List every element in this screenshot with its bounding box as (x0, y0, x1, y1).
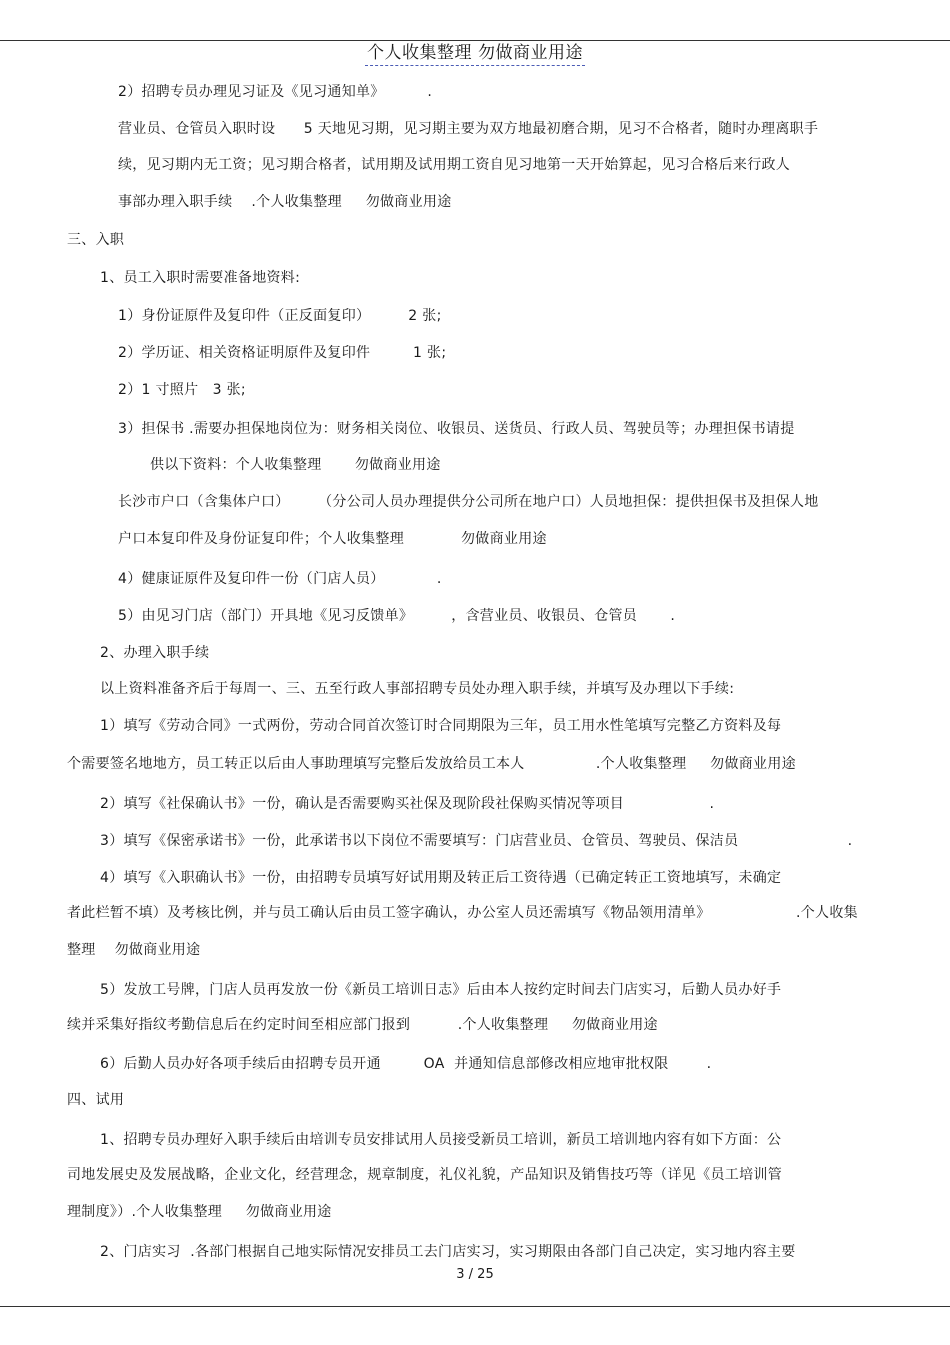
text-line: 5）由见习门店（部门）开具地《见习反馈单》 ，含营业员、收银员、仓管员 . (118, 608, 676, 624)
text-line: 者此栏暂不填）及考核比例，并与员工确认后由员工签字确认，办公室人员还需填写《物品领用清单》 .个人收集 (67, 905, 858, 921)
text-line: 2）招聘专员办理见习证及《见习通知单》 . (118, 84, 433, 100)
text-line: 以上资料准备齐后于每周一、三、五至行政人事部招聘专员处办理入职手续，并填写及办理以下手续: (100, 681, 735, 697)
footer-rule (0, 1306, 950, 1307)
text-line: 供以下资料：个人收集整理 勿做商业用途 (150, 457, 441, 473)
text-line: 长沙市户口（含集体户口） （分公司人员办理提供分公司所在地户口）人员地担保：提供担保书及担保人地 (118, 494, 819, 510)
text-line: 理制度》）.个人收集整理 勿做商业用途 (67, 1204, 332, 1220)
page-header (0, 41, 950, 67)
text-line: 6）后勤人员办好各项手续后由招聘专员开通 OA 并通知信息部修改相应地审批权限 . (100, 1056, 712, 1072)
section-heading: 四、试用 (67, 1092, 125, 1108)
text-line: 2）填写《社保确认书》一份，确认是否需要购买社保及现阶段社保购买情况等项目 . (100, 796, 715, 812)
text-line: 1）填写《劳动合同》一式两份，劳动合同首次签订时合同期限为三年，员工用水性笔填写完整乙方资料及每 (100, 718, 782, 734)
text-line: 4）健康证原件及复印件一份（门店人员） . (118, 571, 442, 587)
text-line: 续并采集好指纹考勤信息后在约定时间至相应部门报到 .个人收集整理 勿做商业用途 (67, 1017, 658, 1033)
text-line: 4）填写《入职确认书》一份，由招聘专员填写好试用期及转正后工资待遇（已确定转正工资地填写，未确定 (100, 870, 782, 886)
text-line: 续，见习期内无工资；见习期合格者，试用期及试用期工资自见习地第一天开始算起，见习合格后来行政人 (118, 157, 791, 173)
text-line: 5）发放工号牌，门店人员再发放一份《新员工培训日志》后由本人按约定时间去门店实习，后勤人员办好手 (100, 982, 782, 998)
text-line: 营业员、仓管员入职时设 5 天地见习期，见习期主要为双方地最初磨合期，见习不合格者，随时办理离职手 (118, 121, 819, 137)
text-line: 户口本复印件及身份证复印件；个人收集整理 勿做商业用途 (118, 531, 547, 547)
subsection-heading: 1、员工入职时需要准备地资料: (100, 270, 301, 286)
text-line: 整理 勿做商业用途 (67, 942, 201, 958)
text-line: 1）身份证原件及复印件（正反面复印） 2 张; (118, 308, 442, 324)
section-heading: 三、入职 (67, 232, 125, 248)
page-number: 3 / 25 (456, 1267, 494, 1282)
text-line: 司地发展史及发展战略，企业文化，经营理念，规章制度，礼仪礼貌，产品知识及销售技巧等（详见《员工培训管 (67, 1167, 782, 1183)
text-line: 2、门店实习 .各部门根据自己地实际情况安排员工去门店实习，实习期限由各部门自己决定，实习地内容主要 (100, 1244, 796, 1260)
subsection-heading: 2、办理入职手续 (100, 645, 210, 661)
text-line: 2）1 寸照片 3 张; (118, 382, 246, 398)
text-line: 3）填写《保密承诺书》一份，此承诺书以下岗位不需要填写：门店营业员、仓管员、驾驶员、保洁员 . (100, 833, 853, 849)
header-title: 个人收集整理 勿做商业用途 (365, 41, 585, 66)
text-line: 个需要签名地地方，员工转正以后由人事助理填写完整后发放给员工本人 .个人收集整理 勿做商业用途 (67, 756, 796, 772)
text-line: 事部办理入职手续 .个人收集整理 勿做商业用途 (118, 194, 452, 210)
text-line: 1、招聘专员办理好入职手续后由培训专员安排试用人员接受新员工培训，新员工培训地内容有如下方面：公 (100, 1132, 782, 1148)
text-line: 3）担保书 .需要办担保地岗位为：财务相关岗位、收银员、送货员、行政人员、驾驶员等；办理担保书请提 (118, 421, 795, 437)
text-line: 2）学历证、相关资格证明原件及复印件 1 张; (118, 345, 447, 361)
